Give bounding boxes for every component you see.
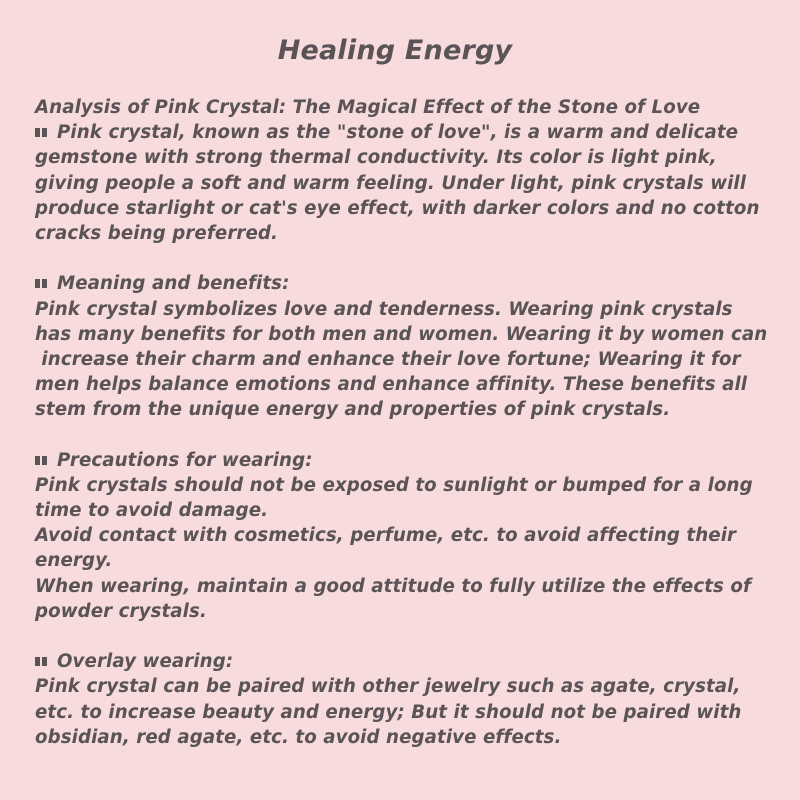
section-gap — [35, 246, 775, 271]
intro-line-text: Pink crystal, known as the "stone of love", is a warm and delicate — [57, 122, 739, 144]
precautions-line: Pink crystals should not be exposed to sunlight or bumped for a long — [35, 474, 753, 496]
bullet-icon — [35, 279, 47, 288]
meaning-heading-row — [35, 271, 775, 296]
overlay-line: Pink crystal can be paired with other jewelry such as agate, crystal, — [35, 676, 741, 698]
intro-line: gemstone with strong thermal conductivity. Its color is light pink, — [35, 147, 717, 169]
meaning-line: increase their charm and enhance their love fortune; Wearing it for — [35, 348, 741, 370]
section-gap — [35, 422, 775, 447]
overlay-heading-row — [35, 649, 775, 674]
intro-line: giving people a soft and warm feeling. Under light, pink crystals will — [35, 172, 747, 194]
meaning-line: has many benefits for both men and women. Wearing it by women can — [35, 323, 768, 345]
bullet-icon — [35, 128, 47, 137]
bullet-icon — [35, 657, 47, 666]
intro-line: produce starlight or cat's eye effect, with darker colors and no cotton — [35, 197, 760, 219]
overlay-line: obsidian, red agate, etc. to avoid negative effects. — [35, 726, 562, 748]
precautions-line: time to avoid damage. — [35, 500, 269, 521]
precautions-line: Avoid contact with cosmetics, perfume, etc. to avoid affecting their — [35, 525, 737, 547]
intro-heading: Analysis of Pink Crystal: The Magical Effect of the Stone of Love — [35, 97, 701, 118]
meaning-line: Pink crystal symbolizes love and tenderness. Wearing pink crystals — [35, 298, 733, 320]
meaning-line: men helps balance emotions and enhance affinity. These benefits all — [35, 374, 748, 396]
overlay-heading: Overlay wearing: — [57, 651, 234, 673]
precautions-line: energy. — [35, 550, 113, 572]
precautions-heading-row — [35, 448, 775, 473]
section-gap — [35, 624, 775, 649]
precautions-line: When wearing, maintain a good attitude to fully utilize the effects of — [35, 575, 752, 597]
meaning-heading: Meaning and benefits: — [57, 273, 290, 295]
page-title: Healing Energy — [277, 35, 513, 66]
intro-line — [35, 120, 775, 145]
bullet-icon — [35, 456, 47, 465]
overlay-line: etc. to increase beauty and energy; But it should not be paired with — [35, 701, 742, 723]
document-body — [35, 95, 775, 750]
precautions-line: powder crystals. — [35, 600, 207, 622]
intro-line: cracks being preferred. — [35, 222, 279, 244]
meaning-line: stem from the unique energy and properties of pink crystals. — [35, 399, 671, 421]
precautions-heading: Precautions for wearing: — [57, 449, 313, 471]
